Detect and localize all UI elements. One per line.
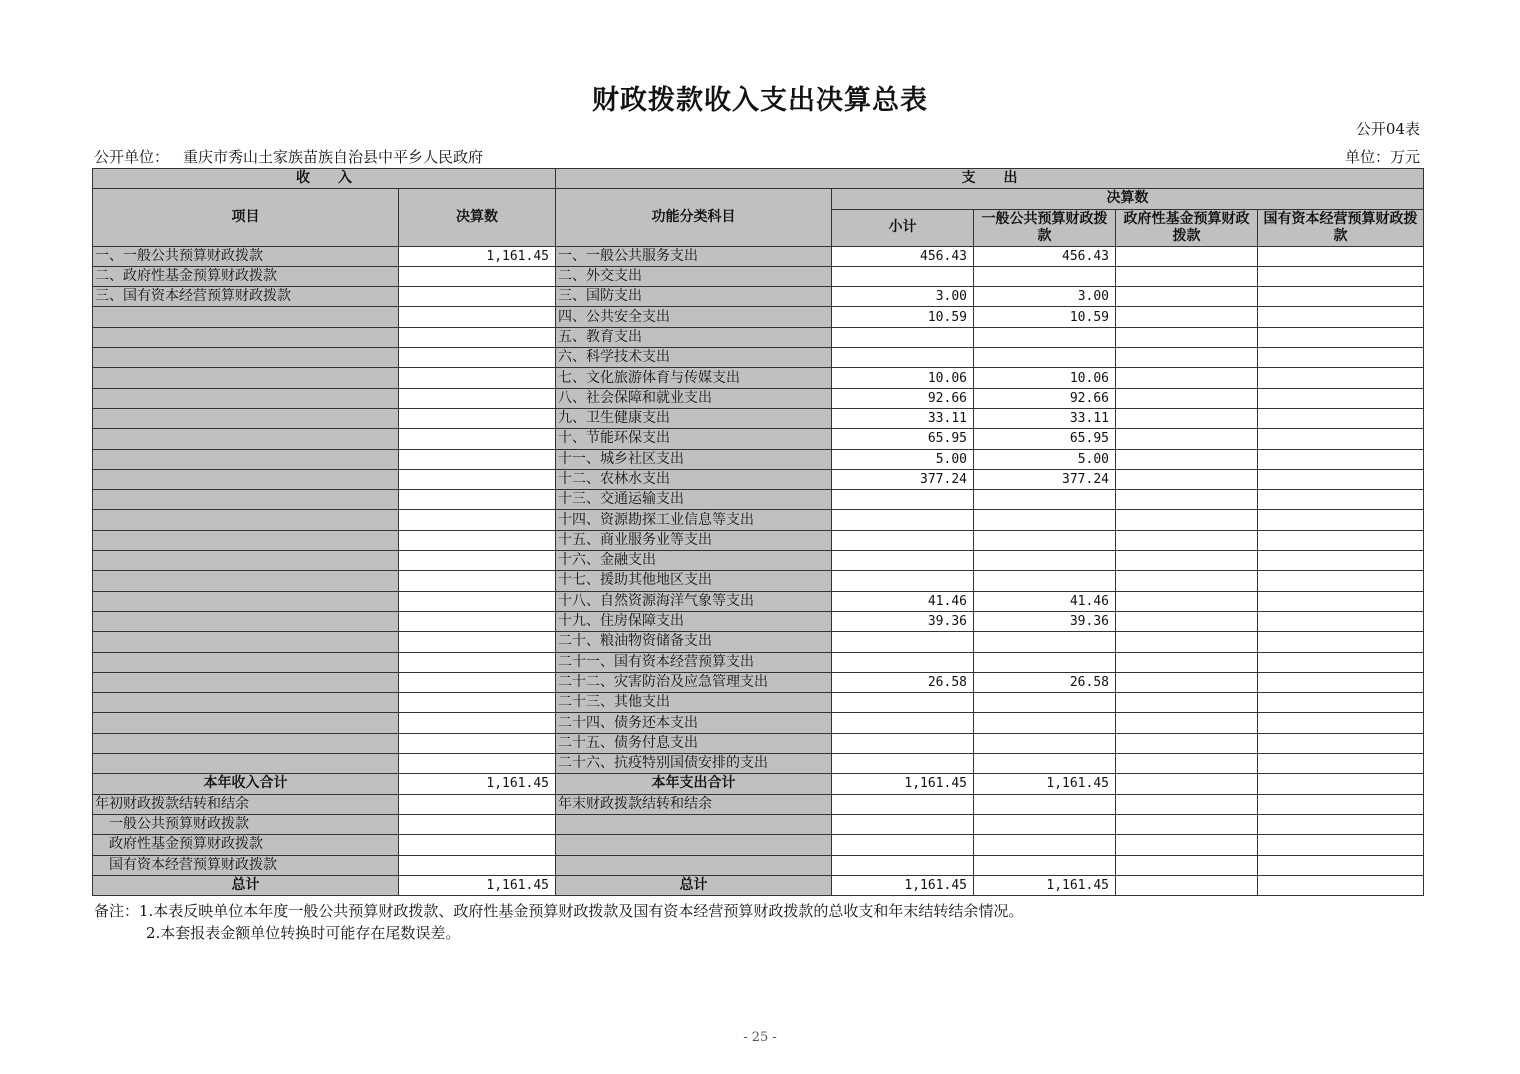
expense-gov	[1116, 835, 1258, 855]
expense-gov	[1116, 794, 1258, 814]
income-item: 本年收入合计	[93, 774, 399, 794]
income-item	[93, 307, 399, 327]
income-amount	[399, 814, 556, 834]
income-amount	[399, 611, 556, 631]
expense-gen: 5.00	[974, 449, 1116, 469]
header-row-2	[93, 189, 1424, 209]
expense-subtotal: 65.95	[832, 429, 974, 449]
income-item: 二、政府性基金预算财政拨款	[93, 266, 399, 286]
expense-state	[1258, 672, 1424, 692]
expense-state	[1258, 327, 1424, 347]
table-row	[93, 307, 1424, 327]
expense-func: 六、科学技术支出	[556, 348, 832, 368]
expense-subtotal: 41.46	[832, 591, 974, 611]
income-amount: 1,161.45	[399, 246, 556, 266]
carry-row	[93, 835, 1424, 855]
table-row	[93, 246, 1424, 266]
income-item	[93, 368, 399, 388]
expense-gov	[1116, 307, 1258, 327]
header-state: 国有资本经营预算财政拨款	[1258, 209, 1424, 246]
header-amount: 决算数	[399, 189, 556, 246]
expense-func: 二十一、国有资本经营预算支出	[556, 652, 832, 672]
table-row	[93, 713, 1424, 733]
expense-state	[1258, 774, 1424, 794]
income-item: 国有资本经营预算财政拨款	[93, 855, 399, 875]
expense-subtotal	[832, 327, 974, 347]
header-gov: 政府性基金预算财政拨款	[1116, 209, 1258, 246]
income-item: 一、一般公共预算财政拨款	[93, 246, 399, 266]
expense-gen: 456.43	[974, 246, 1116, 266]
expense-state	[1258, 429, 1424, 449]
income-amount	[399, 368, 556, 388]
expense-gov	[1116, 449, 1258, 469]
expense-subtotal: 1,161.45	[832, 774, 974, 794]
income-item: 一般公共预算财政拨款	[93, 814, 399, 834]
grand-total-row	[93, 875, 1424, 895]
expense-gen	[974, 266, 1116, 286]
table-row	[93, 652, 1424, 672]
expense-gov	[1116, 713, 1258, 733]
expense-state	[1258, 490, 1424, 510]
income-amount	[399, 490, 556, 510]
income-item	[93, 611, 399, 631]
expense-gen: 33.11	[974, 408, 1116, 428]
expense-gen	[974, 530, 1116, 550]
expense-gen	[974, 632, 1116, 652]
expense-gen	[974, 713, 1116, 733]
expense-gov	[1116, 469, 1258, 489]
expense-func: 三、国防支出	[556, 287, 832, 307]
expense-gen	[974, 490, 1116, 510]
expense-func: 二十三、其他支出	[556, 693, 832, 713]
income-item	[93, 449, 399, 469]
expense-gov	[1116, 591, 1258, 611]
income-item	[93, 551, 399, 571]
income-amount: 1,161.45	[399, 774, 556, 794]
table-row	[93, 287, 1424, 307]
income-amount	[399, 733, 556, 753]
expense-gov	[1116, 287, 1258, 307]
table-row	[93, 368, 1424, 388]
header-income: 收 入	[93, 169, 556, 189]
form-number: 公开04表	[1355, 120, 1420, 138]
income-amount	[399, 449, 556, 469]
income-amount	[399, 855, 556, 875]
unit-label: 公开单位：	[94, 148, 170, 166]
income-item	[93, 490, 399, 510]
expense-subtotal: 10.06	[832, 368, 974, 388]
unit-name: 重庆市秀山土家族苗族自治县中平乡人民政府	[183, 148, 484, 166]
expense-gen: 3.00	[974, 287, 1116, 307]
expense-state	[1258, 266, 1424, 286]
expense-state	[1258, 530, 1424, 550]
expense-gov	[1116, 672, 1258, 692]
table-row	[93, 490, 1424, 510]
expense-gov	[1116, 551, 1258, 571]
page-number: - 25 -	[743, 1030, 777, 1045]
expense-gov	[1116, 855, 1258, 875]
expense-state	[1258, 449, 1424, 469]
expense-gen	[974, 835, 1116, 855]
expense-subtotal	[832, 571, 974, 591]
expense-gen: 92.66	[974, 388, 1116, 408]
header-row-1	[93, 169, 1424, 189]
income-item: 总计	[93, 875, 399, 895]
income-amount	[399, 510, 556, 530]
income-amount: 1,161.45	[399, 875, 556, 895]
table-row	[93, 388, 1424, 408]
expense-subtotal	[832, 855, 974, 875]
expense-func: 八、社会保障和就业支出	[556, 388, 832, 408]
table-row	[93, 469, 1424, 489]
expense-func	[556, 835, 832, 855]
expense-gov	[1116, 875, 1258, 895]
expense-subtotal: 39.36	[832, 611, 974, 631]
expense-gen	[974, 733, 1116, 753]
expense-state	[1258, 713, 1424, 733]
expense-gov	[1116, 693, 1258, 713]
table-row	[93, 429, 1424, 449]
income-amount	[399, 469, 556, 489]
expense-subtotal	[832, 733, 974, 753]
expense-subtotal	[832, 713, 974, 733]
expense-state	[1258, 611, 1424, 631]
income-item	[93, 327, 399, 347]
expense-func: 十五、商业服务业等支出	[556, 530, 832, 550]
expense-state	[1258, 571, 1424, 591]
income-item	[93, 388, 399, 408]
table-row	[93, 733, 1424, 753]
expense-func: 二十、粮油物资储备支出	[556, 632, 832, 652]
income-item	[93, 733, 399, 753]
expense-subtotal: 1,161.45	[832, 875, 974, 895]
income-item	[93, 469, 399, 489]
expense-gen	[974, 348, 1116, 368]
expense-gen	[974, 754, 1116, 774]
expense-gov	[1116, 490, 1258, 510]
expense-gen: 10.06	[974, 368, 1116, 388]
expense-state	[1258, 287, 1424, 307]
income-amount	[399, 652, 556, 672]
expense-state	[1258, 591, 1424, 611]
expense-subtotal	[832, 835, 974, 855]
expense-func: 总计	[556, 875, 832, 895]
expense-state	[1258, 348, 1424, 368]
expense-func: 二十五、债务付息支出	[556, 733, 832, 753]
income-amount	[399, 693, 556, 713]
expense-state	[1258, 875, 1424, 895]
expense-gov	[1116, 368, 1258, 388]
expense-gov	[1116, 774, 1258, 794]
income-item	[93, 652, 399, 672]
expense-func: 二十二、灾害防治及应急管理支出	[556, 672, 832, 692]
expense-gov	[1116, 266, 1258, 286]
expense-state	[1258, 368, 1424, 388]
expense-gov	[1116, 429, 1258, 449]
income-amount	[399, 408, 556, 428]
income-amount	[399, 327, 556, 347]
unit-line	[94, 146, 483, 167]
expense-gen	[974, 652, 1116, 672]
header-expense: 支 出	[556, 169, 1424, 189]
expense-state	[1258, 693, 1424, 713]
expense-func	[556, 855, 832, 875]
carry-row	[93, 855, 1424, 875]
expense-state	[1258, 794, 1424, 814]
table-row	[93, 408, 1424, 428]
income-amount	[399, 713, 556, 733]
carry-row	[93, 814, 1424, 834]
expense-subtotal: 3.00	[832, 287, 974, 307]
expense-func: 十九、住房保障支出	[556, 611, 832, 631]
expense-func: 十六、金融支出	[556, 551, 832, 571]
expense-func: 十、节能环保支出	[556, 429, 832, 449]
expense-gov	[1116, 754, 1258, 774]
expense-gov	[1116, 246, 1258, 266]
income-amount	[399, 571, 556, 591]
expense-func	[556, 814, 832, 834]
budget-table	[92, 168, 1424, 896]
expense-func: 本年支出合计	[556, 774, 832, 794]
expense-gov	[1116, 733, 1258, 753]
income-item	[93, 348, 399, 368]
expense-gov	[1116, 571, 1258, 591]
expense-func: 九、卫生健康支出	[556, 408, 832, 428]
expense-subtotal	[832, 490, 974, 510]
expense-func: 二十六、抗疫特别国债安排的支出	[556, 754, 832, 774]
income-amount	[399, 754, 556, 774]
table-row	[93, 591, 1424, 611]
income-item	[93, 693, 399, 713]
expense-subtotal: 26.58	[832, 672, 974, 692]
expense-subtotal	[832, 652, 974, 672]
expense-gen: 39.36	[974, 611, 1116, 631]
expense-gen	[974, 814, 1116, 834]
expense-gov	[1116, 652, 1258, 672]
income-item	[93, 754, 399, 774]
expense-func: 十三、交通运输支出	[556, 490, 832, 510]
expense-gen	[974, 571, 1116, 591]
expense-subtotal: 10.59	[832, 307, 974, 327]
income-item	[93, 632, 399, 652]
income-item	[93, 530, 399, 550]
expense-gen: 41.46	[974, 591, 1116, 611]
table-row	[93, 449, 1424, 469]
expense-subtotal	[832, 632, 974, 652]
income-amount	[399, 429, 556, 449]
expense-subtotal: 377.24	[832, 469, 974, 489]
expense-state	[1258, 551, 1424, 571]
money-unit: 单位：万元	[1344, 148, 1420, 166]
expense-func: 二十四、债务还本支出	[556, 713, 832, 733]
income-item: 三、国有资本经营预算财政拨款	[93, 287, 399, 307]
income-item	[93, 571, 399, 591]
header-subtotal: 小计	[832, 209, 974, 246]
income-amount	[399, 632, 556, 652]
table-row	[93, 632, 1424, 652]
expense-func: 一、一般公共服务支出	[556, 246, 832, 266]
expense-gov	[1116, 327, 1258, 347]
table-row	[93, 571, 1424, 591]
income-item	[93, 591, 399, 611]
income-amount	[399, 287, 556, 307]
table-row	[93, 551, 1424, 571]
expense-gov	[1116, 408, 1258, 428]
table-row	[93, 672, 1424, 692]
expense-gen	[974, 855, 1116, 875]
expense-subtotal	[832, 530, 974, 550]
expense-subtotal	[832, 794, 974, 814]
expense-func: 七、文化旅游体育与传媒支出	[556, 368, 832, 388]
table-row	[93, 754, 1424, 774]
expense-state	[1258, 733, 1424, 753]
header-item: 项目	[93, 189, 399, 246]
table-row	[93, 266, 1424, 286]
income-amount	[399, 672, 556, 692]
expense-state	[1258, 814, 1424, 834]
table-row	[93, 510, 1424, 530]
income-amount	[399, 266, 556, 286]
expense-func: 年末财政拨款结转和结余	[556, 794, 832, 814]
income-item	[93, 672, 399, 692]
expense-state	[1258, 307, 1424, 327]
income-amount	[399, 307, 556, 327]
expense-gen: 65.95	[974, 429, 1116, 449]
expense-subtotal: 33.11	[832, 408, 974, 428]
expense-func: 二、外交支出	[556, 266, 832, 286]
expense-subtotal: 456.43	[832, 246, 974, 266]
expense-state	[1258, 388, 1424, 408]
income-item	[93, 510, 399, 530]
income-item: 年初财政拨款结转和结余	[93, 794, 399, 814]
income-item: 政府性基金预算财政拨款	[93, 835, 399, 855]
expense-gen	[974, 510, 1116, 530]
income-amount	[399, 551, 556, 571]
income-amount	[399, 348, 556, 368]
expense-gen: 26.58	[974, 672, 1116, 692]
expense-state	[1258, 652, 1424, 672]
expense-state	[1258, 469, 1424, 489]
expense-gen: 10.59	[974, 307, 1116, 327]
expense-state	[1258, 246, 1424, 266]
expense-func: 五、教育支出	[556, 327, 832, 347]
expense-subtotal	[832, 348, 974, 368]
note-line-1: 备注：1.本表反映单位本年度一般公共预算财政拨款、政府性基金预算财政拨款及国有资本经营预算财政拨款的总收支和年末结转结余情况。	[94, 902, 1024, 920]
year-total-row	[93, 774, 1424, 794]
expense-func: 十二、农林水支出	[556, 469, 832, 489]
income-amount	[399, 388, 556, 408]
expense-subtotal: 92.66	[832, 388, 974, 408]
income-amount	[399, 591, 556, 611]
header-func: 功能分类科目	[556, 189, 832, 246]
expense-subtotal	[832, 510, 974, 530]
expense-gen: 1,161.45	[974, 774, 1116, 794]
expense-func: 四、公共安全支出	[556, 307, 832, 327]
expense-gov	[1116, 611, 1258, 631]
expense-state	[1258, 835, 1424, 855]
expense-state	[1258, 632, 1424, 652]
expense-state	[1258, 855, 1424, 875]
income-amount	[399, 835, 556, 855]
note-line-2: 2.本套报表金额单位转换时可能存在尾数误差。	[146, 924, 461, 942]
table-row	[93, 693, 1424, 713]
expense-state	[1258, 754, 1424, 774]
expense-func: 十八、自然资源海洋气象等支出	[556, 591, 832, 611]
header-gen: 一般公共预算财政拨款	[974, 209, 1116, 246]
expense-subtotal	[832, 266, 974, 286]
expense-gen: 377.24	[974, 469, 1116, 489]
expense-gen	[974, 693, 1116, 713]
expense-gen	[974, 794, 1116, 814]
expense-subtotal	[832, 551, 974, 571]
expense-subtotal	[832, 754, 974, 774]
expense-gov	[1116, 510, 1258, 530]
header-final: 决算数	[832, 189, 1424, 209]
income-item	[93, 429, 399, 449]
table-row	[93, 611, 1424, 631]
expense-gov	[1116, 530, 1258, 550]
expense-func: 十四、资源勘探工业信息等支出	[556, 510, 832, 530]
expense-gov	[1116, 814, 1258, 834]
income-amount	[399, 530, 556, 550]
notes	[94, 900, 1023, 944]
table-row	[93, 327, 1424, 347]
table-row	[93, 348, 1424, 368]
expense-gen	[974, 327, 1116, 347]
expense-gen: 1,161.45	[974, 875, 1116, 895]
expense-subtotal	[832, 814, 974, 834]
carry-row	[93, 794, 1424, 814]
page-title: 财政拨款收入支出决算总表	[592, 85, 928, 116]
expense-subtotal	[832, 693, 974, 713]
expense-subtotal: 5.00	[832, 449, 974, 469]
expense-state	[1258, 408, 1424, 428]
expense-gov	[1116, 632, 1258, 652]
income-amount	[399, 794, 556, 814]
expense-gen	[974, 551, 1116, 571]
table-row	[93, 530, 1424, 550]
expense-gov	[1116, 348, 1258, 368]
expense-func: 十七、援助其他地区支出	[556, 571, 832, 591]
expense-state	[1258, 510, 1424, 530]
expense-gov	[1116, 388, 1258, 408]
income-item	[93, 408, 399, 428]
income-item	[93, 713, 399, 733]
expense-func: 十一、城乡社区支出	[556, 449, 832, 469]
